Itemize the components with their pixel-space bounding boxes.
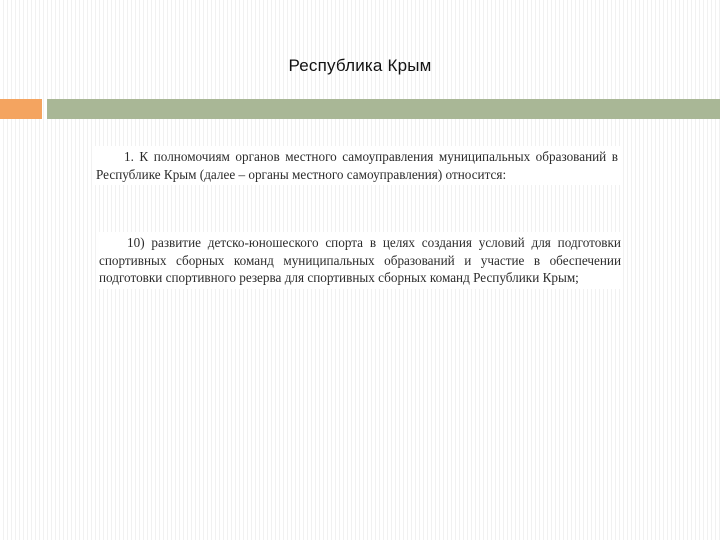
clause-10-text: 10) развитие детско-юношеского спорта в целях создания условий для подготовки спортивных сборных команд муниципальных образований и участие в обеспечении подготовки спортивного резерва для спортивных сборных команд Республики Крым; <box>99 235 621 285</box>
accent-bar-green <box>47 99 720 119</box>
clause-1-text: 1. К полномочиям органов местного самоуправления муниципальных образований в Республике Крым (далее – органы местного самоуправления) относится: <box>96 149 618 182</box>
slide-title: Республика Крым <box>288 56 432 75</box>
accent-bar-orange <box>0 99 42 119</box>
law-excerpt-clause-1 <box>94 146 620 185</box>
law-excerpt-clause-10 <box>97 232 623 289</box>
